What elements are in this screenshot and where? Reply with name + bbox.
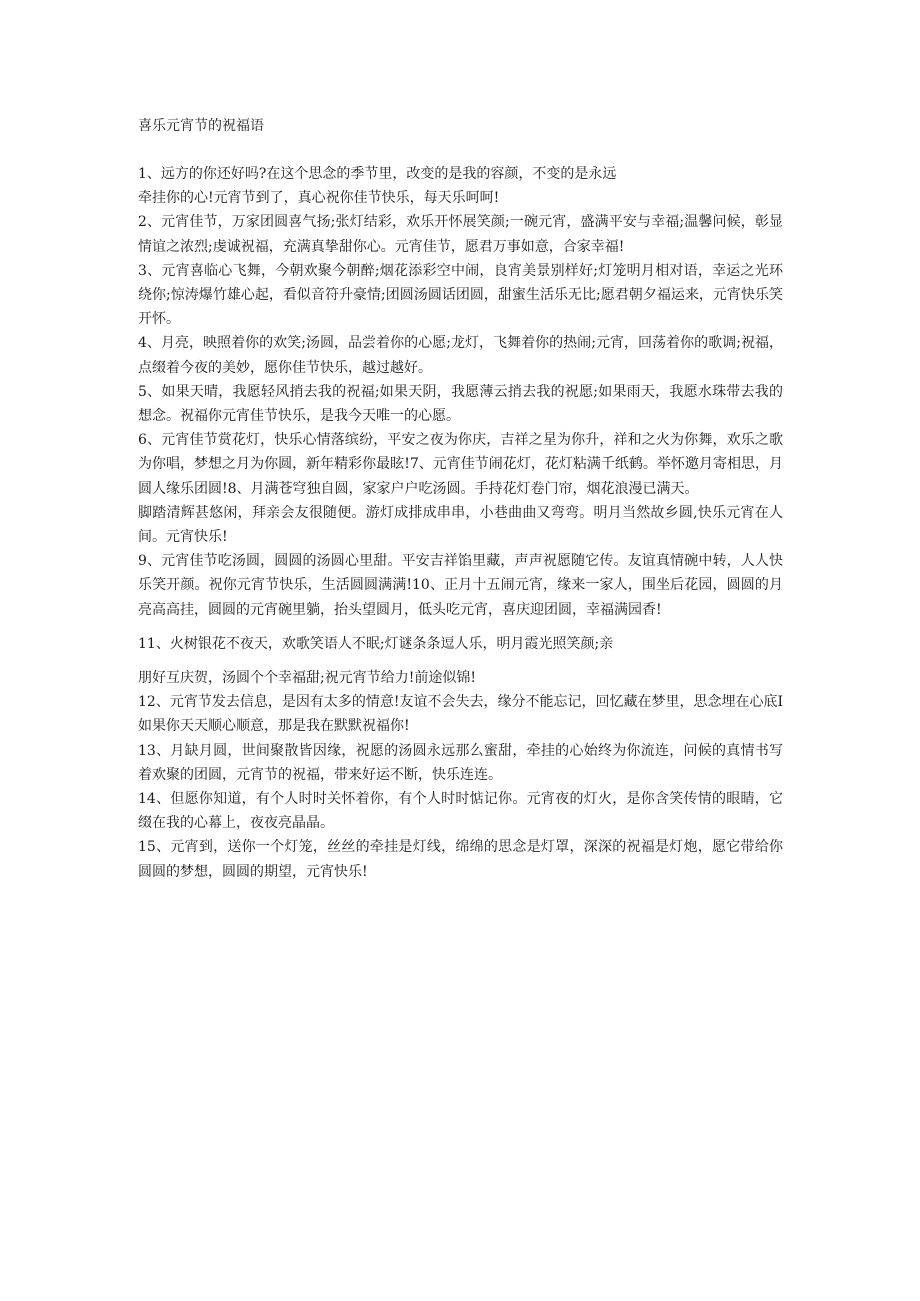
paragraph-9-10: 9、元宵佳节吃汤圆，圆圆的汤圆心里甜。平安吉祥馅里藏，声声祝愿随它传。友谊真情碗中转，人人快乐笑开颜。祝你元宵节快乐，生活圆圆满满!10、正月十五闹元宵，缘来一家人，围坐后花园，圆圆的月亮高高挂，圆圆的元宵碗里躺，抬头望圆月，低头吃元宵，喜庆迎团圆，幸福满园香!	[138, 553, 783, 618]
paragraph-6-8: 6、元宵佳节赏花灯，快乐心情落缤纷，平安之夜为你庆，吉祥之星为你升，祥和之火为你舞，欢乐之歌为你唱，梦想之月为你圆，新年精彩你最眩!7、元宵佳节闹花灯，花灯粘满千纸鹤。举怀邀月寄相思，月圆人缘乐团圆!8、月满苍穹独自圆，家家户户吃汤圆。手持花灯卷门帘，烟花浪漫已满天。	[138, 432, 783, 497]
paragraph-12: 12、元宵节发去信息，是因有太多的情意!友谊不会失去，缘分不能忘记，回忆藏在梦里，思念埋在心底I如果你天天顺心顺意，那是我在默默祝福你!	[138, 694, 783, 735]
paragraph-4: 4、月亮，映照着你的欢笑;汤圆，品尝着你的心愿;龙灯，飞舞着你的热闹;元宵，回荡着你的歌调;祝福，点缀着今夜的美妙，愿你佳节快乐，越过越好。	[138, 335, 783, 376]
paragraph-1-continued: 牵挂你的心!元宵节到了，真心祝你佳节快乐，每天乐呵呵!	[138, 190, 500, 207]
paragraph-11: 11、火树银花不夜天，欢歌笑语人不眠;灯谜条条逗人乐，明月霞光照笑颜;亲	[138, 635, 614, 652]
paragraph-15: 15、元宵到，送你一个灯笼，丝丝的牵挂是灯线，绵绵的思念是灯罩，深深的祝福是灯炮，愿它带给你圆圆的梦想，圆圆的期望，元宵快乐!	[138, 839, 783, 880]
paragraph-3: 3、元宵喜临心飞舞，今朝欢聚今朝醉;烟花添彩空中闹，良宵美景别样好;灯笼明月相对语，幸运之光环绕你;惊涛爆竹雄心起，看似音符升豪情;团圆汤圆话团圆，甜蜜生活乐无比;愿君朝夕福运来，元宵快乐笑开怀。	[138, 262, 783, 328]
paragraph-11-continued: 朋好互庆贺，汤圆个个幸福甜;祝元宵节给力!前途似锦!	[138, 670, 476, 687]
paragraph-14: 14、但愿你知道，有个人时时关怀着你，有个人时时惦记你。元宵夜的灯火，是你含笑传情的眼睛，它缀在我的心幕上，夜夜亮晶晶。	[138, 791, 783, 832]
paragraph-8-continued: 脚踏清辉甚悠闲，拜亲会友很随便。游灯成排成串串，小巷曲曲又弯弯。明月当然故乡圆,快乐元宵在人间。元宵快乐!	[138, 504, 783, 546]
paragraph-5: 5、如果天晴，我愿轻风捎去我的祝福;如果天阴，我愿薄云捎去我的祝愿;如果雨天，我愿水珠带去我的想念。祝福你元宵佳节快乐，是我今天唯一的心愿。	[138, 383, 783, 425]
document-title: 喜乐元宵节的祝福语	[138, 118, 264, 134]
paragraph-1: 1、远方的你还好吗?在这个思念的季节里，改变的是我的容颜，不变的是永远	[138, 166, 617, 182]
paragraph-13: 13、月缺月圆，世间聚散皆因缘，祝愿的汤圆永远那么蜜甜，牵挂的心始终为你流连，问候的真情书写着欢聚的团圆，元宵节的祝福，带来好运不断，快乐连连。	[138, 742, 783, 783]
paragraph-2: 2、元宵佳节，万家团圆喜气扬;张灯结彩，欢乐开怀展笑颜;一碗元宵，盛满平安与幸福;温馨问候，彰显情谊之浓烈;虔诚祝福，充满真挚甜你心。元宵佳节，愿君万事如意，合家幸福!	[138, 214, 783, 255]
document-body	[138, 162, 783, 884]
